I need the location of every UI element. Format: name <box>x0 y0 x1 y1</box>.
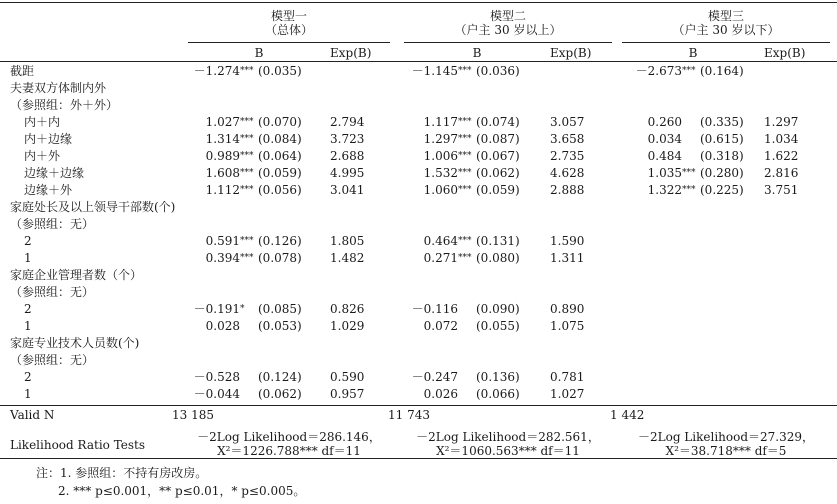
sig-stars: *** <box>458 185 472 195</box>
exp-b-value: 3.057 <box>550 115 585 129</box>
coef-cell <box>410 115 520 129</box>
std-error: (0.067) <box>476 149 520 163</box>
lrt-line1: －2Log Likelihood＝282.561， <box>416 430 600 444</box>
table-note: 2. *** p≤0.001，** p≤0.01，* p≤0.005。 <box>58 484 306 498</box>
coef-cell <box>410 166 520 180</box>
coef-cell <box>410 64 520 78</box>
coef-b: 0.072 <box>423 319 458 333</box>
sig-stars: *** <box>458 253 472 263</box>
table-rule <box>0 2 837 3</box>
std-error: (0.080) <box>476 251 520 265</box>
row-label: 2 <box>24 370 32 384</box>
coef-b: 1.006 <box>423 149 458 163</box>
row-label: 1 <box>24 387 32 401</box>
exp-b-value: 1.590 <box>550 234 585 248</box>
row-label: 家庭专业技术人员数(个) <box>10 336 140 350</box>
coef-b: 1.035 <box>647 166 682 180</box>
row-label: 家庭企业管理者数（个） <box>10 268 143 282</box>
valid-n-value: 11 743 <box>388 408 430 422</box>
coef-b: 0.271 <box>423 251 458 265</box>
sig-stars: *** <box>240 253 254 263</box>
std-error: (0.070) <box>258 115 302 129</box>
sig-stars: *** <box>240 168 254 178</box>
std-error: (0.062) <box>476 166 520 180</box>
exp-b-value: 3.041 <box>330 183 365 197</box>
model-subtitle: （总体） <box>264 23 313 37</box>
row-label: 家庭处长及以上领导干部数(个) <box>10 200 176 214</box>
std-error: (0.087) <box>476 132 520 146</box>
sig-stars: *** <box>240 117 254 127</box>
exp-b-value: 3.723 <box>330 132 365 146</box>
coef-cell <box>410 302 520 316</box>
sig-stars: *** <box>682 185 696 195</box>
model-header-rule <box>188 42 390 43</box>
sig-stars: *** <box>240 151 254 161</box>
coef-b: 0.026 <box>423 387 458 401</box>
std-error: (0.084) <box>258 132 302 146</box>
coef-cell <box>634 166 744 180</box>
exp-b-value: 0.890 <box>550 302 585 316</box>
sig-stars: *** <box>240 66 254 76</box>
std-error: (0.090) <box>476 302 520 316</box>
row-label: 内＋外 <box>24 149 61 163</box>
exp-b-value: 1.027 <box>550 387 585 401</box>
coef-b: 0.591 <box>205 234 240 248</box>
exp-b-value: 3.658 <box>550 132 585 146</box>
coef-b: 1.314 <box>205 132 240 146</box>
sig-stars: *** <box>458 151 472 161</box>
valid-n-label: Valid N <box>10 408 55 422</box>
col-header-b: B <box>688 46 698 60</box>
col-header-exp: Exp(B) <box>330 46 372 60</box>
row-label: 1 <box>24 319 32 333</box>
coef-cell <box>410 387 520 401</box>
coef-b: 1.608 <box>205 166 240 180</box>
coef-cell <box>634 64 744 78</box>
sig-stars: *** <box>240 134 254 144</box>
exp-b-value: 2.688 <box>330 149 365 163</box>
exp-b-value: 3.751 <box>764 183 799 197</box>
col-header-exp: Exp(B) <box>764 46 806 60</box>
coef-b: 1.532 <box>423 166 458 180</box>
coef-cell <box>192 234 302 248</box>
exp-b-value: 0.590 <box>330 370 365 384</box>
model-subtitle: （户主 30 岁以上） <box>454 23 562 37</box>
std-error: (0.164) <box>700 64 744 78</box>
coef-cell <box>634 183 744 197</box>
coef-cell <box>410 251 520 265</box>
valid-n-value: 13 185 <box>172 408 214 422</box>
coef-b: 0.260 <box>647 115 682 129</box>
sig-stars: *** <box>682 66 696 76</box>
coef-b: 1.060 <box>423 183 458 197</box>
std-error: (0.036) <box>476 64 520 78</box>
std-error: (0.059) <box>476 183 520 197</box>
sig-stars: *** <box>240 236 254 246</box>
row-label: 1 <box>24 251 32 265</box>
sig-stars: *** <box>458 236 472 246</box>
coef-cell <box>410 132 520 146</box>
exp-b-value: 1.805 <box>330 234 365 248</box>
coef-b: 0.034 <box>647 132 682 146</box>
std-error: (0.124) <box>258 370 302 384</box>
exp-b-value: 1.297 <box>764 115 799 129</box>
row-label: （参照组：无） <box>10 285 95 299</box>
coef-cell <box>192 115 302 129</box>
exp-b-value: 2.816 <box>764 166 799 180</box>
std-error: (0.053) <box>258 319 302 333</box>
exp-b-value: 2.794 <box>330 115 365 129</box>
std-error: (0.062) <box>258 387 302 401</box>
coef-cell <box>192 251 302 265</box>
coef-b: －0.044 <box>193 387 240 401</box>
std-error: (0.055) <box>476 319 520 333</box>
row-label: 2 <box>24 302 32 316</box>
coef-b: 0.394 <box>205 251 240 265</box>
std-error: (0.615) <box>700 132 744 146</box>
sig-stars: *** <box>458 168 472 178</box>
sig-stars: *** <box>240 185 254 195</box>
coef-b: 1.112 <box>205 183 240 197</box>
std-error: (0.074) <box>476 115 520 129</box>
exp-b-value: 0.826 <box>330 302 365 316</box>
table-rule <box>0 61 837 62</box>
std-error: (0.056) <box>258 183 302 197</box>
coef-cell <box>192 319 302 333</box>
exp-b-value: 1.311 <box>550 251 585 265</box>
model-header-rule <box>622 42 830 43</box>
row-label: （参照组：无） <box>10 217 95 231</box>
std-error: (0.335) <box>700 115 744 129</box>
sig-stars: *** <box>458 117 472 127</box>
coef-cell <box>192 302 302 316</box>
std-error: (0.064) <box>258 149 302 163</box>
model-title: 模型三 <box>707 9 744 23</box>
model-title: 模型一 <box>270 9 307 23</box>
col-header-exp: Exp(B) <box>550 46 592 60</box>
std-error: (0.225) <box>700 183 744 197</box>
coef-b: －1.145 <box>411 64 458 78</box>
row-label: 边缘＋边缘 <box>24 166 85 180</box>
coef-cell <box>410 370 520 384</box>
row-label: 夫妻双方体制内外 <box>10 81 107 95</box>
lrt-line2: X²＝1226.788*** df＝11 <box>217 444 361 458</box>
row-label: 内＋内 <box>24 115 61 129</box>
std-error: (0.085) <box>258 302 302 316</box>
row-label: 2 <box>24 234 32 248</box>
coef-cell <box>192 149 302 163</box>
coef-cell <box>192 132 302 146</box>
coef-cell <box>192 64 302 78</box>
lrt-line1: －2Log Likelihood＝286.146， <box>197 430 381 444</box>
col-header-b: B <box>254 46 264 60</box>
exp-b-value: 1.034 <box>764 132 799 146</box>
coef-b: 1.322 <box>647 183 682 197</box>
lrt-line1: －2Log Likelihood＝27.329， <box>637 430 815 444</box>
std-error: (0.136) <box>476 370 520 384</box>
coef-cell <box>410 149 520 163</box>
sig-stars: *** <box>458 66 472 76</box>
coef-cell <box>634 115 744 129</box>
table-note: 注：1. 参照组：不持有房改房。 <box>36 466 208 480</box>
table-rule <box>0 458 837 459</box>
std-error: (0.280) <box>700 166 744 180</box>
exp-b-value: 0.781 <box>550 370 585 384</box>
coef-b: －2.673 <box>635 64 682 78</box>
std-error: (0.126) <box>258 234 302 248</box>
std-error: (0.078) <box>258 251 302 265</box>
exp-b-value: 1.029 <box>330 319 365 333</box>
model-subtitle: （户主 30 岁以下） <box>672 23 780 37</box>
coef-cell <box>634 149 744 163</box>
coef-b: －0.247 <box>411 370 458 384</box>
coef-b: －0.116 <box>411 302 458 316</box>
row-label: 边缘＋外 <box>24 183 73 197</box>
std-error: (0.035) <box>258 64 302 78</box>
exp-b-value: 2.735 <box>550 149 585 163</box>
coef-cell <box>192 166 302 180</box>
exp-b-value: 4.628 <box>550 166 585 180</box>
std-error: (0.318) <box>700 149 744 163</box>
coef-b: 0.989 <box>205 149 240 163</box>
exp-b-value: 1.482 <box>330 251 365 265</box>
coef-b: 1.027 <box>205 115 240 129</box>
coef-cell <box>192 387 302 401</box>
sig-stars: * <box>240 304 245 314</box>
coef-b: 0.028 <box>205 319 240 333</box>
row-label: 截距 <box>10 64 35 78</box>
col-header-b: B <box>472 46 482 60</box>
lrt-line2: X²＝1060.563*** df＝11 <box>436 444 580 458</box>
coef-b: 0.464 <box>423 234 458 248</box>
model-title: 模型二 <box>489 9 526 23</box>
std-error: (0.131) <box>476 234 520 248</box>
row-label: （参照组：外＋外） <box>10 98 119 112</box>
model-header-rule <box>404 42 612 43</box>
coef-cell <box>410 319 520 333</box>
coef-b: －0.528 <box>193 370 240 384</box>
exp-b-value: 1.622 <box>764 149 799 163</box>
lrt-label: Likelihood Ratio Tests <box>10 438 146 452</box>
coef-cell <box>192 370 302 384</box>
coef-b: 1.297 <box>423 132 458 146</box>
coef-b: 1.117 <box>423 115 458 129</box>
exp-b-value: 4.995 <box>330 166 365 180</box>
coef-cell <box>634 132 744 146</box>
coef-b: －1.274 <box>193 64 240 78</box>
coef-cell <box>410 183 520 197</box>
exp-b-value: 2.888 <box>550 183 585 197</box>
table-rule <box>0 405 837 406</box>
std-error: (0.059) <box>258 166 302 180</box>
coef-b: －0.191 <box>193 302 240 316</box>
std-error: (0.066) <box>476 387 520 401</box>
exp-b-value: 0.957 <box>330 387 365 401</box>
lrt-line2: X²＝38.718*** df＝5 <box>665 444 787 458</box>
coef-b: 0.484 <box>647 149 682 163</box>
row-label: （参照组：无） <box>10 353 95 367</box>
row-label: 内＋边缘 <box>24 132 73 146</box>
coef-cell <box>410 234 520 248</box>
valid-n-value: 1 442 <box>610 408 645 422</box>
sig-stars: *** <box>458 134 472 144</box>
exp-b-value: 1.075 <box>550 319 585 333</box>
sig-stars: *** <box>682 168 696 178</box>
coef-cell <box>192 183 302 197</box>
